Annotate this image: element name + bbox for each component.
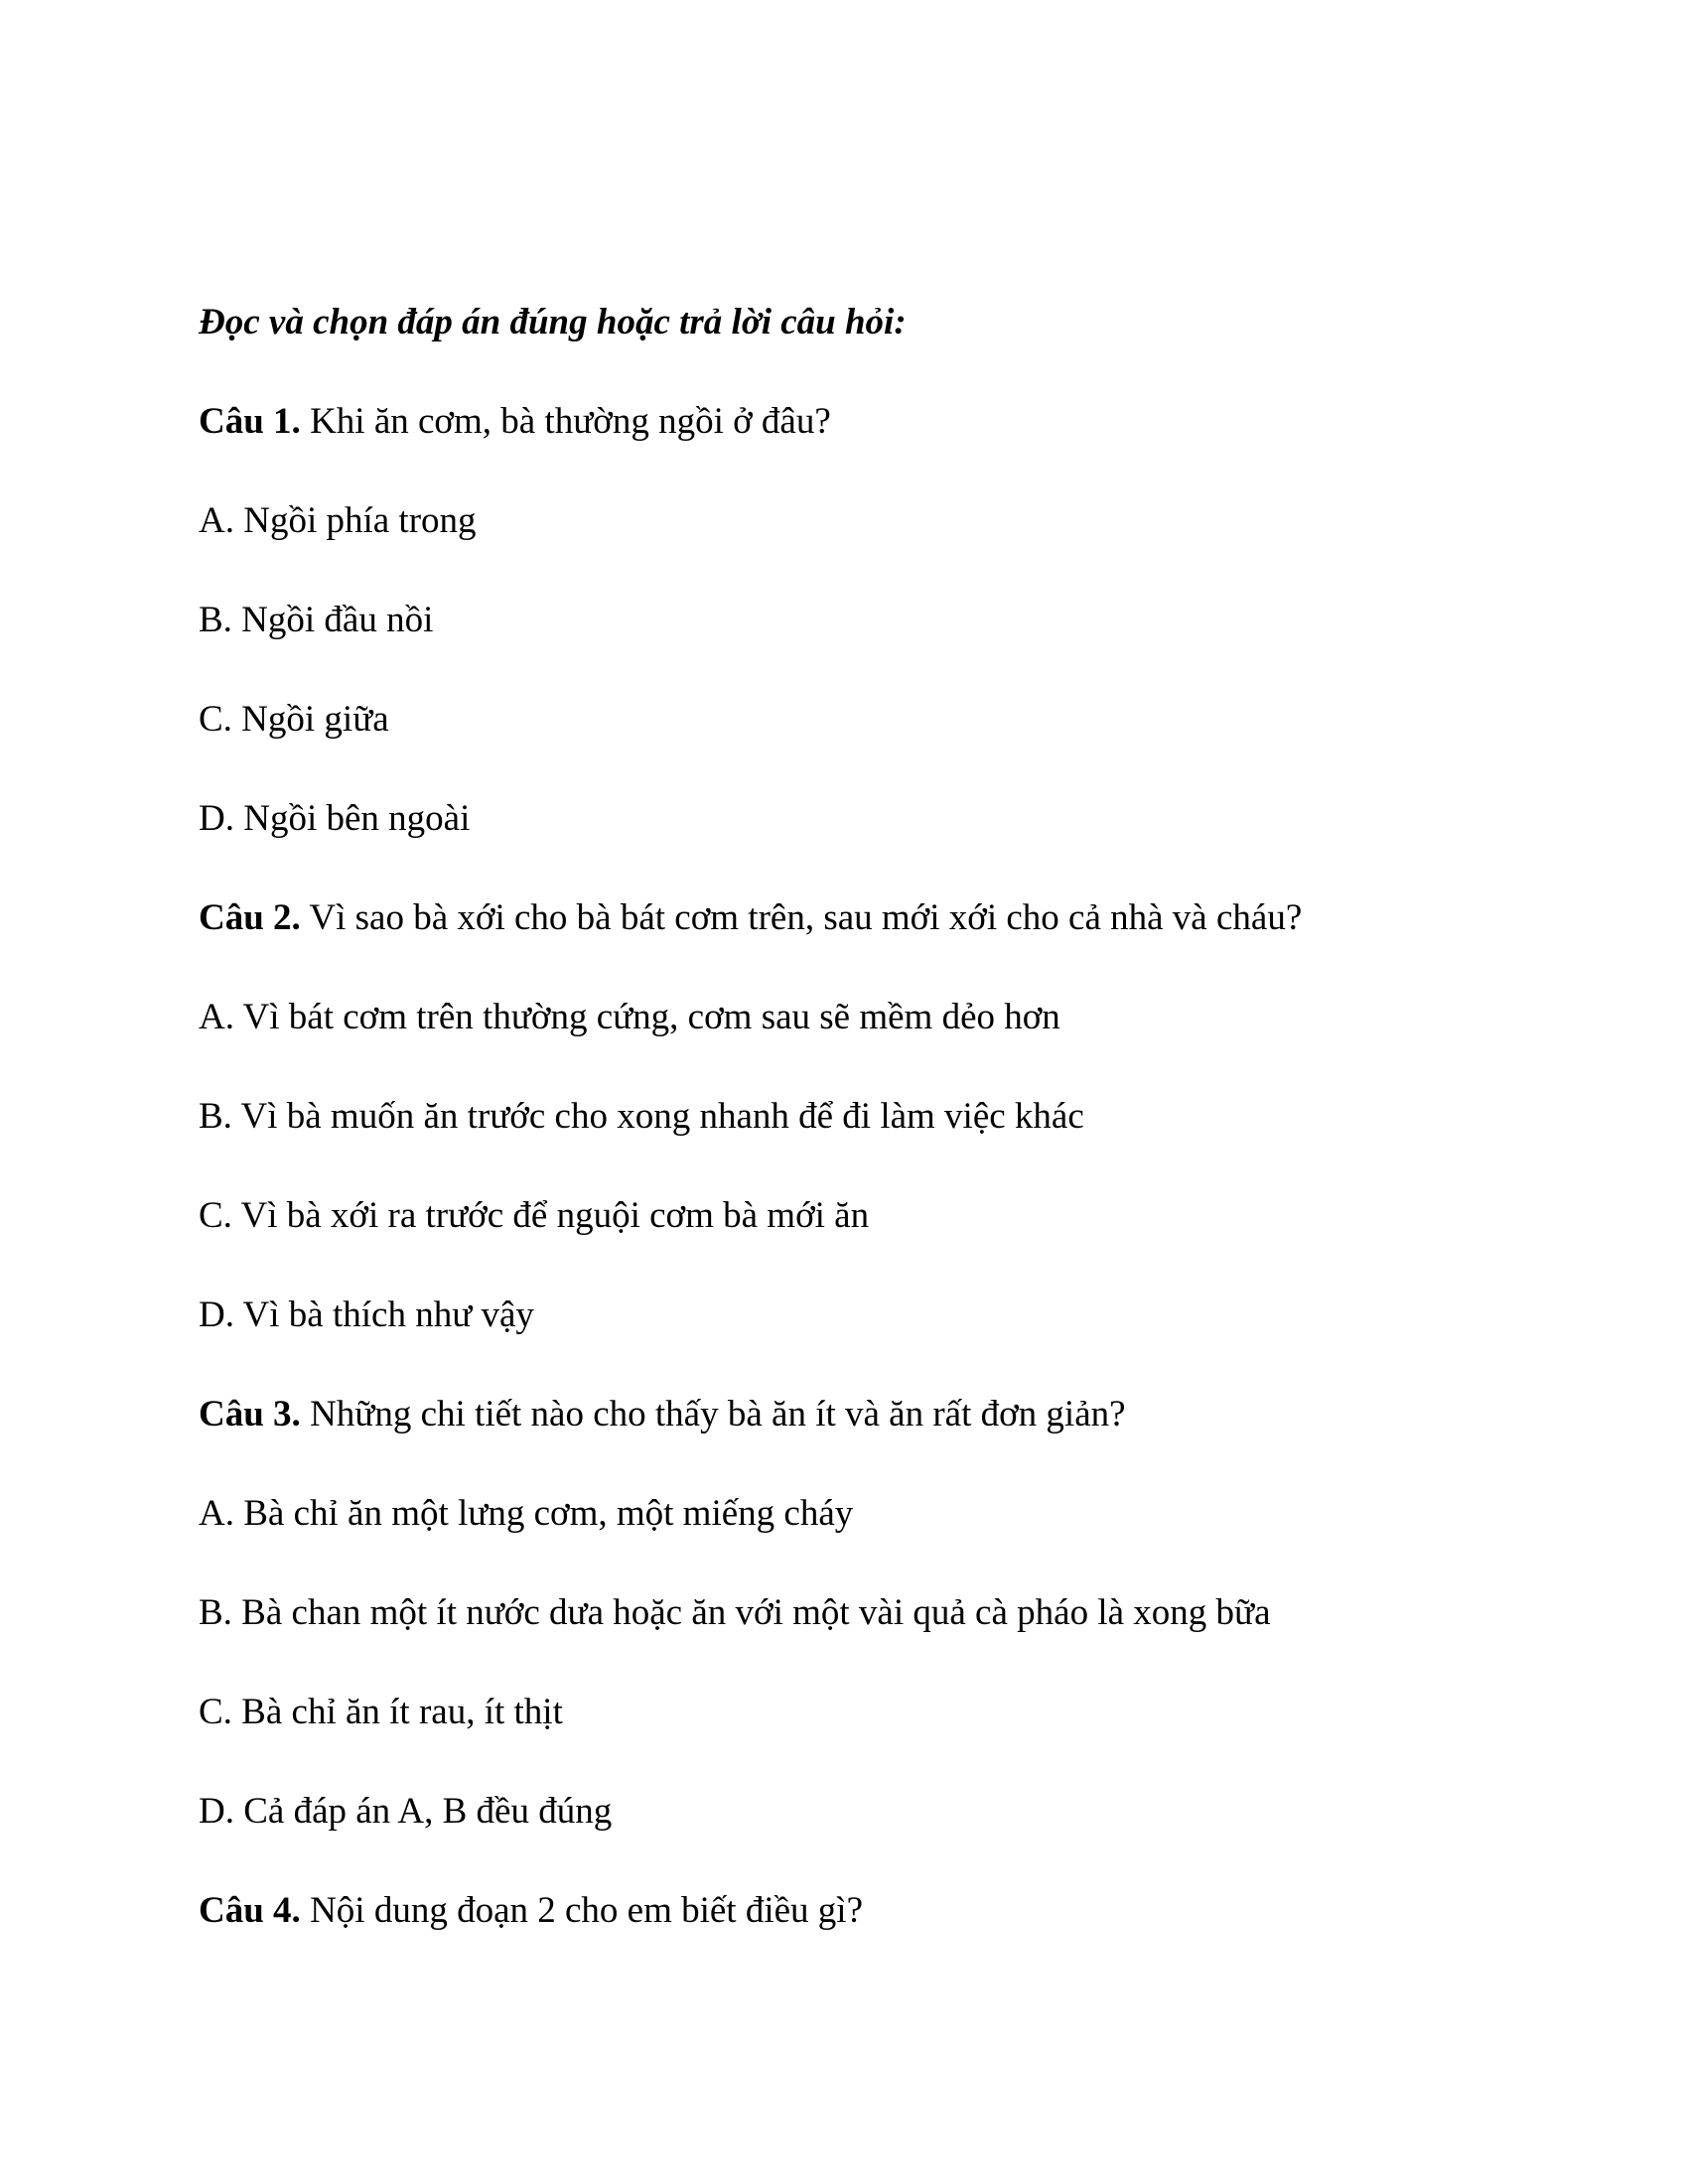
question-4 xyxy=(199,1886,1489,1936)
question-label: Câu 4. xyxy=(199,1890,301,1931)
question-text: Vì sao bà xới cho bà bát cơm trên, sau mới xới cho cả nhà và cháu? xyxy=(300,897,1303,938)
question-3-option-a: A. Bà chỉ ăn một lưng cơm, một miếng cháy xyxy=(199,1493,854,1534)
question-3-option-b: B. Bà chan một ít nước dưa hoặc ăn với một vài quả cà pháo là xong bữa xyxy=(199,1592,1271,1633)
question-label: Câu 1. xyxy=(199,401,301,442)
instruction-heading: Đọc và chọn đáp án đúng hoặc trả lời câu hỏi: xyxy=(199,302,907,342)
question-text: Nội dung đoạn 2 cho em biết điều gì? xyxy=(300,1890,863,1931)
question-label: Câu 3. xyxy=(199,1394,301,1434)
question-2-option-d: D. Vì bà thích như vậy xyxy=(199,1295,534,1335)
question-2-option-a: A. Vì bát cơm trên thường cứng, cơm sau sẽ mềm dẻo hơn xyxy=(199,997,1060,1037)
question-1 xyxy=(199,397,1489,447)
question-1-option-c: C. Ngồi giữa xyxy=(199,699,389,740)
question-label: Câu 2. xyxy=(199,897,301,938)
question-3-option-c: C. Bà chỉ ăn ít rau, ít thịt xyxy=(199,1692,563,1732)
document-page xyxy=(199,298,1489,1985)
question-3 xyxy=(199,1390,1489,1439)
question-text: Những chi tiết nào cho thấy bà ăn ít và ăn rất đơn giản? xyxy=(300,1394,1126,1434)
question-3-option-d: D. Cả đáp án A, B đều đúng xyxy=(199,1791,613,1832)
question-1-option-b: B. Ngồi đầu nồi xyxy=(199,600,434,640)
question-1-option-a: A. Ngồi phía trong xyxy=(199,500,477,541)
question-text: Khi ăn cơm, bà thường ngồi ở đâu? xyxy=(300,401,831,442)
question-2-option-b: B. Vì bà muốn ăn trước cho xong nhanh để đi làm việc khác xyxy=(199,1096,1084,1137)
question-2 xyxy=(199,893,1489,943)
question-2-option-c: C. Vì bà xới ra trước để nguội cơm bà mới ăn xyxy=(199,1195,870,1236)
question-1-option-d: D. Ngồi bên ngoài xyxy=(199,798,471,839)
